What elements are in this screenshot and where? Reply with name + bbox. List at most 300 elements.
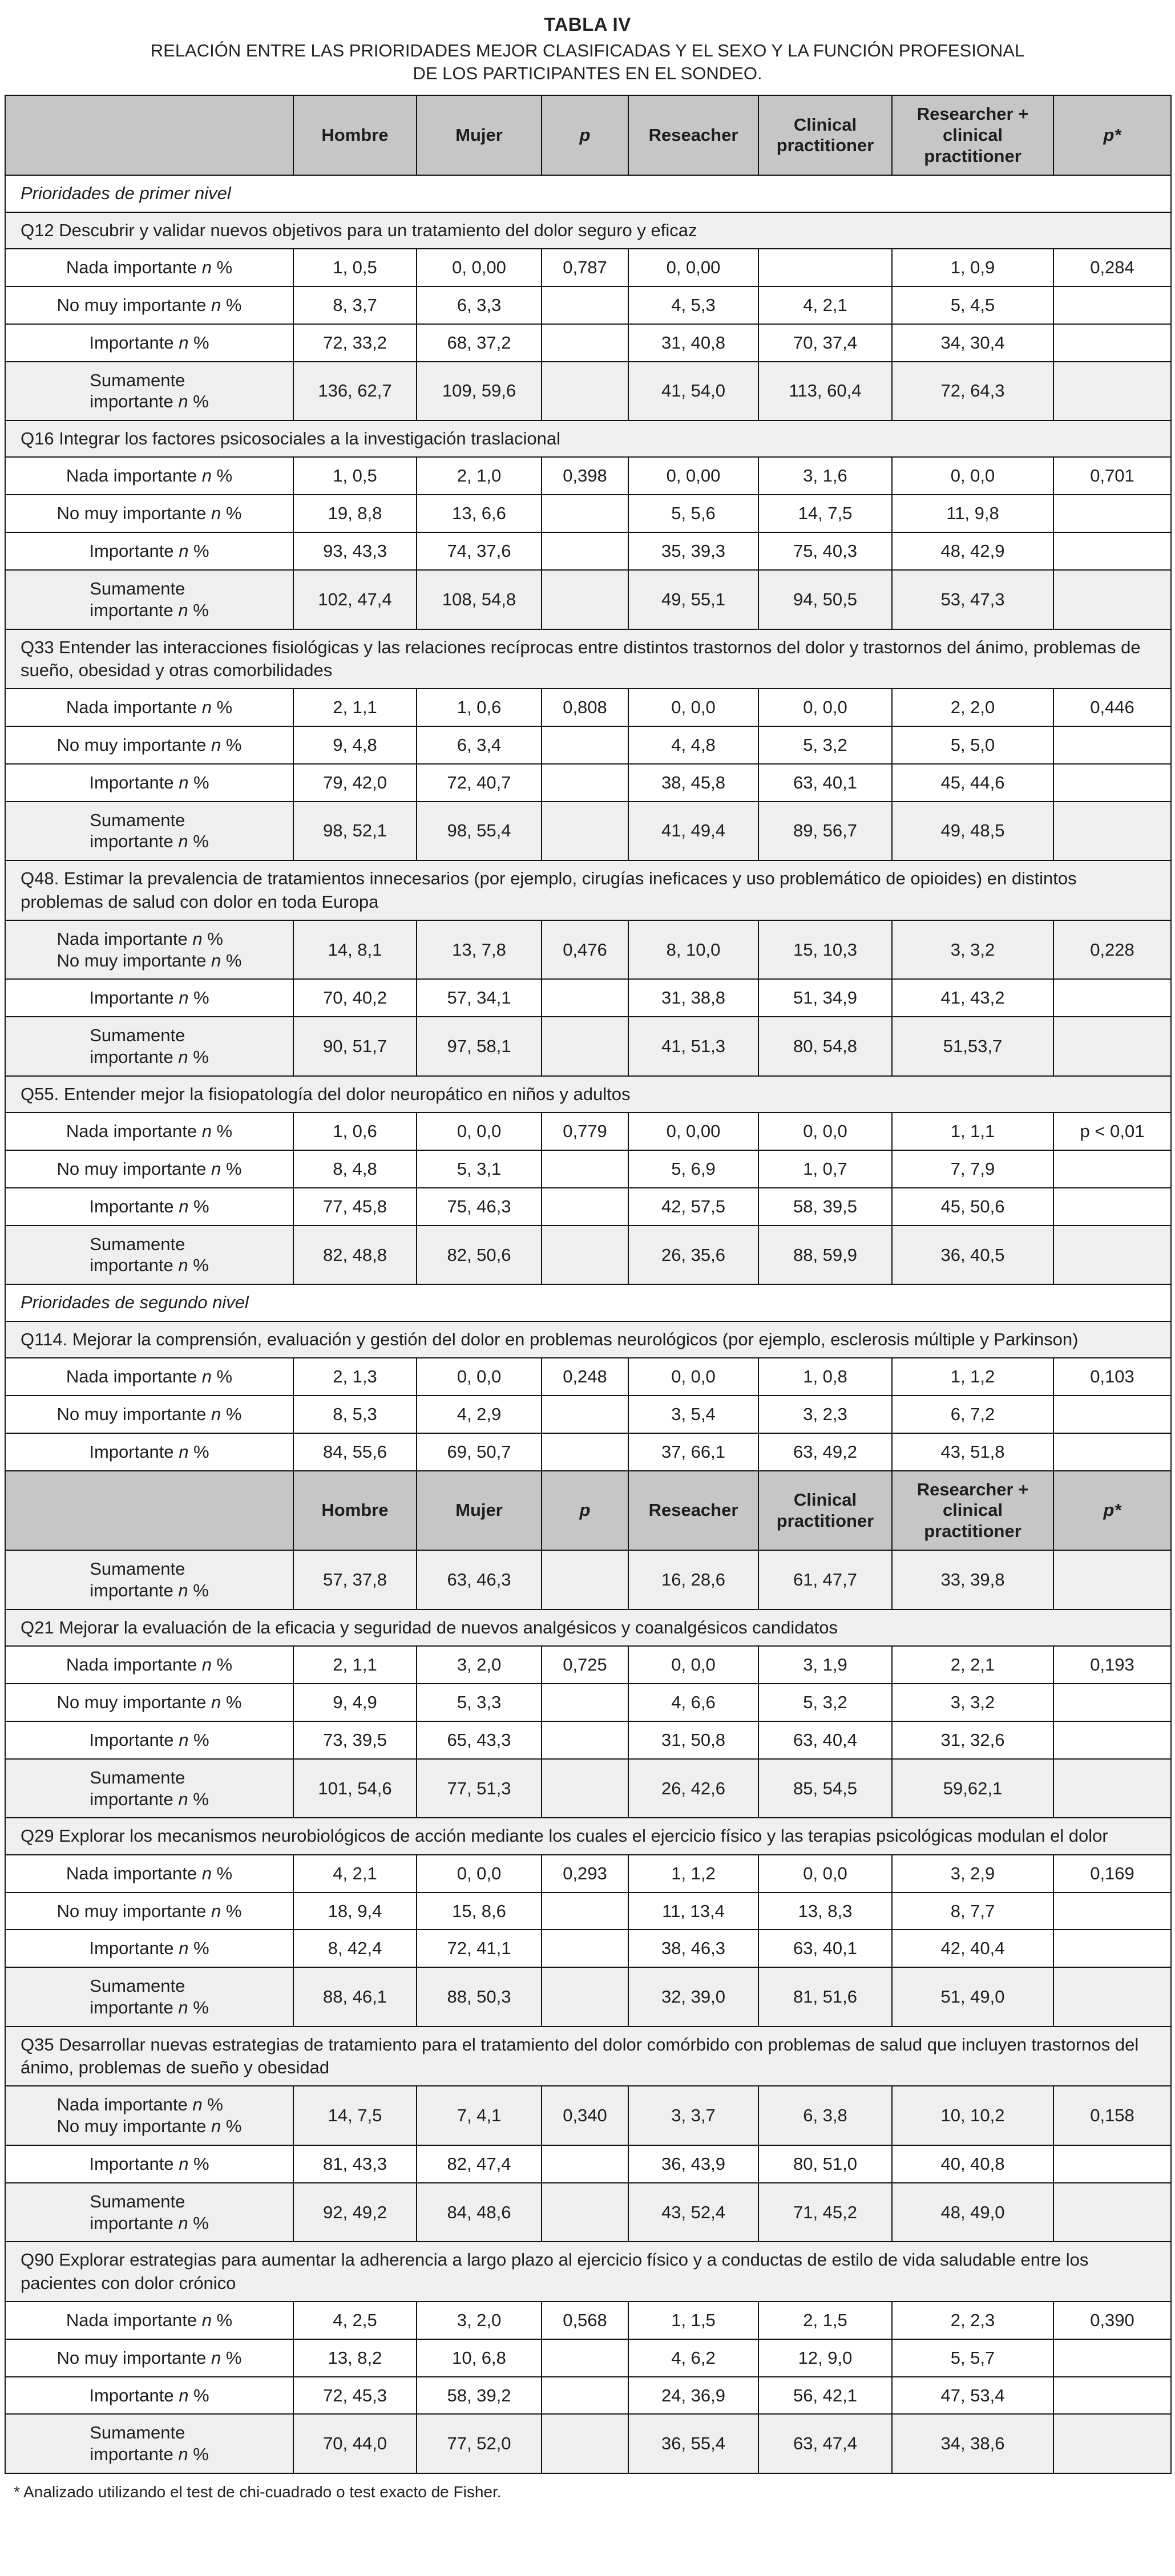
value-cell: 72, 45,3 — [293, 2377, 417, 2415]
row-label: No muy importante n % — [5, 1684, 293, 1721]
value-cell: 0, 0,0 — [417, 1855, 542, 1892]
value-cell: 16, 28,6 — [628, 1550, 758, 1610]
row-label: Importante n % — [5, 1930, 293, 1967]
value-cell — [1053, 764, 1171, 802]
value-cell: 15, 8,6 — [417, 1892, 542, 1930]
data-row — [5, 1855, 1171, 1892]
value-cell — [542, 802, 628, 861]
value-cell: 43, 51,8 — [892, 1433, 1053, 1471]
value-cell: 68, 37,2 — [417, 324, 542, 362]
value-cell — [1053, 2414, 1171, 2473]
row-label: Importante n % — [5, 324, 293, 362]
value-cell: 58, 39,2 — [417, 2377, 542, 2415]
value-cell: 14, 7,5 — [293, 2086, 417, 2145]
value-cell — [1053, 1930, 1171, 1967]
value-cell: 4, 5,3 — [628, 286, 758, 324]
data-row — [5, 689, 1171, 726]
value-cell: 3, 3,2 — [892, 1684, 1053, 1721]
value-cell: 1, 0,6 — [293, 1113, 417, 1150]
value-cell: 84, 55,6 — [293, 1433, 417, 1471]
value-cell: 0, 0,0 — [758, 689, 892, 726]
value-cell — [1053, 532, 1171, 570]
value-cell: 72, 64,3 — [892, 362, 1053, 421]
question-text: Q12 Descubrir y validar nuevos objetivos para un tratamiento del dolor seguro y eficaz — [5, 212, 1171, 249]
value-cell: 31, 38,8 — [628, 979, 758, 1017]
row-label: Sumamente importante n % — [5, 362, 293, 421]
value-cell: 0,103 — [1053, 1358, 1171, 1396]
value-cell: 32, 39,0 — [628, 1967, 758, 2027]
value-cell: 0,248 — [542, 1358, 628, 1396]
value-cell — [1053, 286, 1171, 324]
value-cell — [542, 324, 628, 362]
data-row — [5, 1396, 1171, 1433]
data-row — [5, 1967, 1171, 2027]
question-text: Q114. Mejorar la comprensión, evaluación y gestión del dolor en problemas neurológicos (por ejemplo, esclerosis múltiple y Parkinson) — [5, 1321, 1171, 1358]
row-label: Importante n % — [5, 979, 293, 1017]
question-row — [5, 1076, 1171, 1113]
data-row — [5, 286, 1171, 324]
value-cell — [542, 1188, 628, 1226]
value-cell — [542, 1017, 628, 1076]
value-cell: 5, 3,3 — [417, 1684, 542, 1721]
title-block — [5, 14, 1170, 84]
row-label: Importante n % — [5, 764, 293, 802]
value-cell: 10, 6,8 — [417, 2339, 542, 2377]
value-cell: 75, 40,3 — [758, 532, 892, 570]
value-cell: 0, 0,0 — [628, 689, 758, 726]
question-row — [5, 860, 1171, 920]
data-row — [5, 2339, 1171, 2377]
value-cell: 0, 0,0 — [628, 1358, 758, 1396]
value-cell: 63, 49,2 — [758, 1433, 892, 1471]
value-cell — [542, 979, 628, 1017]
value-cell — [542, 2145, 628, 2183]
value-cell: 3, 5,4 — [628, 1396, 758, 1433]
value-cell: 61, 47,7 — [758, 1550, 892, 1610]
value-cell: 13, 7,8 — [417, 920, 542, 980]
value-cell: 69, 50,7 — [417, 1433, 542, 1471]
value-cell: 5, 6,9 — [628, 1150, 758, 1188]
value-cell: 3, 1,6 — [758, 457, 892, 495]
value-cell: 38, 46,3 — [628, 1930, 758, 1967]
value-cell: 9, 4,9 — [293, 1684, 417, 1721]
row-label: Importante n % — [5, 1721, 293, 1759]
value-cell — [1053, 362, 1171, 421]
row-label: Nada importante n % — [5, 689, 293, 726]
value-cell — [542, 2377, 628, 2415]
value-cell: 81, 43,3 — [293, 2145, 417, 2183]
question-text: Q16 Integrar los factores psicosociales a la investigación traslacional — [5, 420, 1171, 457]
value-cell — [542, 1150, 628, 1188]
value-cell: 1, 1,2 — [628, 1855, 758, 1892]
row-label: No muy importante n % — [5, 1150, 293, 1188]
value-cell: 49, 48,5 — [892, 802, 1053, 861]
value-cell: 42, 57,5 — [628, 1188, 758, 1226]
value-cell — [542, 1967, 628, 2027]
value-cell: 0,284 — [1053, 249, 1171, 286]
value-cell — [542, 532, 628, 570]
section-row — [5, 1284, 1171, 1321]
value-cell: 0,158 — [1053, 2086, 1171, 2145]
value-cell: 9, 4,8 — [293, 726, 417, 764]
value-cell: 0,398 — [542, 457, 628, 495]
value-cell: 3, 3,7 — [628, 2086, 758, 2145]
value-cell: 3, 2,0 — [417, 2302, 542, 2339]
value-cell: 59,62,1 — [892, 1759, 1053, 1818]
data-row — [5, 726, 1171, 764]
row-label: Sumamente importante n % — [5, 1759, 293, 1818]
value-cell: 88, 59,9 — [758, 1226, 892, 1285]
value-cell: 92, 49,2 — [293, 2183, 417, 2242]
data-row — [5, 1646, 1171, 1684]
value-cell: 79, 42,0 — [293, 764, 417, 802]
column-header-clinical-practitioner: Clinical practitioner — [758, 1471, 892, 1551]
value-cell: 8, 10,0 — [628, 920, 758, 980]
data-row — [5, 1433, 1171, 1471]
value-cell: 36, 43,9 — [628, 2145, 758, 2183]
value-cell: 0, 0,00 — [628, 457, 758, 495]
question-row — [5, 212, 1171, 249]
value-cell: 15, 10,3 — [758, 920, 892, 980]
value-cell: 63, 47,4 — [758, 2414, 892, 2473]
value-cell: 0,446 — [1053, 689, 1171, 726]
value-cell: 1, 0,8 — [758, 1358, 892, 1396]
value-cell — [542, 726, 628, 764]
value-cell: 37, 66,1 — [628, 1433, 758, 1471]
data-row — [5, 2145, 1171, 2183]
value-cell — [1053, 802, 1171, 861]
value-cell: 88, 46,1 — [293, 1967, 417, 2027]
value-cell: 2, 2,0 — [892, 689, 1053, 726]
value-cell: 57, 34,1 — [417, 979, 542, 1017]
value-cell — [1053, 2183, 1171, 2242]
value-cell: 0, 0,00 — [417, 249, 542, 286]
value-cell: 63, 40,1 — [758, 764, 892, 802]
value-cell: 4, 2,1 — [758, 286, 892, 324]
value-cell: 53, 47,3 — [892, 570, 1053, 629]
value-cell: 6, 3,3 — [417, 286, 542, 324]
value-cell: 13, 8,3 — [758, 1892, 892, 1930]
data-row — [5, 1892, 1171, 1930]
question-text: Q55. Entender mejor la fisiopatología del dolor neuropático en niños y adultos — [5, 1076, 1171, 1113]
value-cell: 13, 8,2 — [293, 2339, 417, 2377]
value-cell — [1053, 324, 1171, 362]
column-header-clinical-practitioner: Clinical practitioner — [758, 95, 892, 175]
value-cell: 82, 48,8 — [293, 1226, 417, 1285]
value-cell: 2, 2,1 — [892, 1646, 1053, 1684]
value-cell: 109, 59,6 — [417, 362, 542, 421]
value-cell — [1053, 1550, 1171, 1610]
value-cell — [542, 1550, 628, 1610]
question-text: Q33 Entender las interacciones fisiológicas y las relaciones recíprocas entre distintos trastornos del dolor y trastornos del ánimo, problemas de sueño, obesidad y otras comorbilidades — [5, 629, 1171, 689]
data-row — [5, 495, 1171, 532]
value-cell: 1, 0,5 — [293, 249, 417, 286]
value-cell: 3, 2,9 — [892, 1855, 1053, 1892]
row-label: Sumamente importante n % — [5, 2183, 293, 2242]
data-row — [5, 764, 1171, 802]
question-row — [5, 629, 1171, 689]
value-cell: 3, 2,0 — [417, 1646, 542, 1684]
data-row — [5, 1150, 1171, 1188]
column-header-hombre: Hombre — [293, 95, 417, 175]
value-cell: 5, 4,5 — [892, 286, 1053, 324]
value-cell — [1053, 1759, 1171, 1818]
value-cell: 5, 5,6 — [628, 495, 758, 532]
footnote: * Analizado utilizando el test de chi-cuadrado o test exacto de Fisher. — [14, 2483, 502, 2501]
data-row — [5, 2414, 1171, 2473]
value-cell: 72, 33,2 — [293, 324, 417, 362]
question-row — [5, 1610, 1171, 1646]
value-cell — [1053, 2377, 1171, 2415]
question-row — [5, 2242, 1171, 2302]
data-row — [5, 979, 1171, 1017]
question-row — [5, 1321, 1171, 1358]
value-cell: 14, 8,1 — [293, 920, 417, 980]
value-cell: 34, 38,6 — [892, 2414, 1053, 2473]
value-cell: 0,725 — [542, 1646, 628, 1684]
value-cell: 63, 40,4 — [758, 1721, 892, 1759]
value-cell — [542, 286, 628, 324]
value-cell: 1, 0,5 — [293, 457, 417, 495]
value-cell: 98, 52,1 — [293, 802, 417, 861]
value-cell: 73, 39,5 — [293, 1721, 417, 1759]
column-header-p: p — [542, 1471, 628, 1551]
value-cell: 0,293 — [542, 1855, 628, 1892]
value-cell: 4, 2,9 — [417, 1396, 542, 1433]
value-cell — [542, 1930, 628, 1967]
value-cell: 6, 3,4 — [417, 726, 542, 764]
row-label: Nada importante n % — [5, 2302, 293, 2339]
value-cell: 8, 5,3 — [293, 1396, 417, 1433]
row-label: Importante n % — [5, 1188, 293, 1226]
value-cell: 10, 10,2 — [892, 2086, 1053, 2145]
value-cell: 8, 42,4 — [293, 1930, 417, 1967]
value-cell: 42, 40,4 — [892, 1930, 1053, 1967]
row-label: Nada importante n % — [5, 249, 293, 286]
value-cell — [542, 1759, 628, 1818]
column-header-empty — [5, 95, 293, 175]
value-cell: 102, 47,4 — [293, 570, 417, 629]
value-cell: 4, 6,2 — [628, 2339, 758, 2377]
value-cell — [542, 2183, 628, 2242]
value-cell: 0, 0,0 — [758, 1855, 892, 1892]
data-row — [5, 1930, 1171, 1967]
value-cell: 12, 9,0 — [758, 2339, 892, 2377]
value-cell: 89, 56,7 — [758, 802, 892, 861]
value-cell: 2, 1,3 — [293, 1358, 417, 1396]
value-cell — [542, 570, 628, 629]
row-label: Sumamente importante n % — [5, 1017, 293, 1076]
data-row — [5, 570, 1171, 629]
value-cell — [542, 1396, 628, 1433]
value-cell: 31, 50,8 — [628, 1721, 758, 1759]
value-cell: 36, 40,5 — [892, 1226, 1053, 1285]
value-cell — [1053, 1684, 1171, 1721]
value-cell — [1053, 1721, 1171, 1759]
value-cell: 3, 2,3 — [758, 1396, 892, 1433]
value-cell: 1, 0,9 — [892, 249, 1053, 286]
value-cell — [1053, 1226, 1171, 1285]
value-cell: 1, 0,6 — [417, 689, 542, 726]
table-title: TABLA IV — [544, 14, 631, 35]
value-cell: 34, 30,4 — [892, 324, 1053, 362]
row-label: Sumamente importante n % — [5, 1967, 293, 2027]
value-cell: 0, 0,0 — [758, 1113, 892, 1150]
data-row — [5, 1017, 1171, 1076]
value-cell: 24, 36,9 — [628, 2377, 758, 2415]
value-cell: 82, 50,6 — [417, 1226, 542, 1285]
value-cell — [542, 764, 628, 802]
value-cell: 63, 40,1 — [758, 1930, 892, 1967]
row-label: Sumamente importante n % — [5, 802, 293, 861]
column-header-researcher-clinical-practitioner: Researcher + clinical practitioner — [892, 1471, 1053, 1551]
value-cell: 0,390 — [1053, 2302, 1171, 2339]
value-cell: 0,779 — [542, 1113, 628, 1150]
question-text: Q35 Desarrollar nuevas estrategias de tratamiento para el tratamiento del dolor comórbido con problemas de salud que incluyen trastornos del ánimo, problemas de sueño y obesidad — [5, 2027, 1171, 2086]
value-cell: 0, 0,00 — [628, 249, 758, 286]
value-cell: 0, 0,00 — [628, 1113, 758, 1150]
value-cell: 101, 54,6 — [293, 1759, 417, 1818]
value-cell: 3, 1,9 — [758, 1646, 892, 1684]
row-label: Nada importante n % No muy importante n % — [5, 920, 293, 980]
data-row — [5, 2377, 1171, 2415]
value-cell: 90, 51,7 — [293, 1017, 417, 1076]
value-cell: 5, 3,2 — [758, 1684, 892, 1721]
row-label: No muy importante n % — [5, 2339, 293, 2377]
section-text: Prioridades de segundo nivel — [5, 1284, 1171, 1321]
row-label: Nada importante n % — [5, 1358, 293, 1396]
column-header-p: p* — [1053, 95, 1171, 175]
value-cell: 36, 55,4 — [628, 2414, 758, 2473]
data-row — [5, 1226, 1171, 1285]
value-cell: 48, 49,0 — [892, 2183, 1053, 2242]
value-cell: 41, 43,2 — [892, 979, 1053, 1017]
question-text: Q21 Mejorar la evaluación de la eficacia y seguridad de nuevos analgésicos y coanalgésicos candidatos — [5, 1610, 1171, 1646]
value-cell — [542, 1433, 628, 1471]
value-cell: 63, 46,3 — [417, 1550, 542, 1610]
value-cell: 77, 45,8 — [293, 1188, 417, 1226]
header-row — [5, 1471, 1171, 1551]
table-subtitle: RELACIÓN ENTRE LAS PRIORIDADES MEJOR CLASIFICADAS Y EL SEXO Y LA FUNCIÓN PROFESIONAL DE LOS PARTICIPANTES EN EL SONDEO. — [150, 41, 1025, 83]
value-cell: 11, 9,8 — [892, 495, 1053, 532]
value-cell: 51,53,7 — [892, 1017, 1053, 1076]
value-cell: 33, 39,8 — [892, 1550, 1053, 1610]
value-cell: 1, 1,2 — [892, 1358, 1053, 1396]
value-cell: 2, 1,5 — [758, 2302, 892, 2339]
data-row — [5, 1684, 1171, 1721]
value-cell: 7, 4,1 — [417, 2086, 542, 2145]
value-cell — [542, 1684, 628, 1721]
value-cell — [758, 249, 892, 286]
column-header-reseacher: Reseacher — [628, 1471, 758, 1551]
value-cell — [1053, 570, 1171, 629]
data-row — [5, 1550, 1171, 1610]
value-cell: 0,701 — [1053, 457, 1171, 495]
value-cell: 93, 43,3 — [293, 532, 417, 570]
value-cell: 77, 52,0 — [417, 2414, 542, 2473]
value-cell: 7, 7,9 — [892, 1150, 1053, 1188]
header-row — [5, 95, 1171, 175]
value-cell: 6, 7,2 — [892, 1396, 1053, 1433]
column-header-hombre: Hombre — [293, 1471, 417, 1551]
data-row — [5, 1113, 1171, 1150]
data-row — [5, 1358, 1171, 1396]
row-label: Nada importante n % No muy importante n % — [5, 2086, 293, 2145]
data-row — [5, 2302, 1171, 2339]
value-cell: 0,169 — [1053, 1855, 1171, 1892]
column-header-researcher-clinical-practitioner: Researcher + clinical practitioner — [892, 95, 1053, 175]
value-cell: 0,228 — [1053, 920, 1171, 980]
data-row — [5, 1188, 1171, 1226]
row-label: Importante n % — [5, 1433, 293, 1471]
value-cell: 58, 39,5 — [758, 1188, 892, 1226]
value-cell: 70, 44,0 — [293, 2414, 417, 2473]
value-cell: 81, 51,6 — [758, 1967, 892, 2027]
value-cell: 31, 40,8 — [628, 324, 758, 362]
value-cell: 136, 62,7 — [293, 362, 417, 421]
value-cell — [1053, 1892, 1171, 1930]
value-cell: 70, 37,4 — [758, 324, 892, 362]
row-label: Importante n % — [5, 2145, 293, 2183]
value-cell: 5, 3,2 — [758, 726, 892, 764]
value-cell: 56, 42,1 — [758, 2377, 892, 2415]
value-cell: 40, 40,8 — [892, 2145, 1053, 2183]
value-cell: 77, 51,3 — [417, 1759, 542, 1818]
value-cell: 47, 53,4 — [892, 2377, 1053, 2415]
value-cell: 0,476 — [542, 920, 628, 980]
value-cell — [542, 1721, 628, 1759]
value-cell: 4, 6,6 — [628, 1684, 758, 1721]
value-cell: 31, 32,6 — [892, 1721, 1053, 1759]
row-label: Sumamente importante n % — [5, 570, 293, 629]
data-row — [5, 324, 1171, 362]
value-cell: 84, 48,6 — [417, 2183, 542, 2242]
value-cell: 8, 7,7 — [892, 1892, 1053, 1930]
priorities-table — [5, 95, 1172, 2474]
value-cell: 8, 4,8 — [293, 1150, 417, 1188]
value-cell — [1053, 1150, 1171, 1188]
row-label: Nada importante n % — [5, 1646, 293, 1684]
data-row — [5, 920, 1171, 980]
value-cell: 70, 40,2 — [293, 979, 417, 1017]
value-cell: 41, 54,0 — [628, 362, 758, 421]
data-row — [5, 457, 1171, 495]
value-cell: 43, 52,4 — [628, 2183, 758, 2242]
value-cell: 3, 3,2 — [892, 920, 1053, 980]
question-row — [5, 420, 1171, 457]
row-label: Nada importante n % — [5, 1855, 293, 1892]
value-cell: 49, 55,1 — [628, 570, 758, 629]
value-cell — [542, 1892, 628, 1930]
row-label: Importante n % — [5, 2377, 293, 2415]
column-header-mujer: Mujer — [417, 1471, 542, 1551]
data-row — [5, 802, 1171, 861]
value-cell: 98, 55,4 — [417, 802, 542, 861]
question-row — [5, 1818, 1171, 1854]
value-cell: 51, 49,0 — [892, 1967, 1053, 2027]
value-cell: 88, 50,3 — [417, 1967, 542, 2027]
value-cell: 85, 54,5 — [758, 1759, 892, 1818]
data-row — [5, 532, 1171, 570]
value-cell: 80, 51,0 — [758, 2145, 892, 2183]
value-cell — [542, 495, 628, 532]
value-cell: 94, 50,5 — [758, 570, 892, 629]
value-cell: 35, 39,3 — [628, 532, 758, 570]
value-cell: 38, 45,8 — [628, 764, 758, 802]
value-cell: 4, 4,8 — [628, 726, 758, 764]
value-cell: 97, 58,1 — [417, 1017, 542, 1076]
column-header-p: p — [542, 95, 628, 175]
